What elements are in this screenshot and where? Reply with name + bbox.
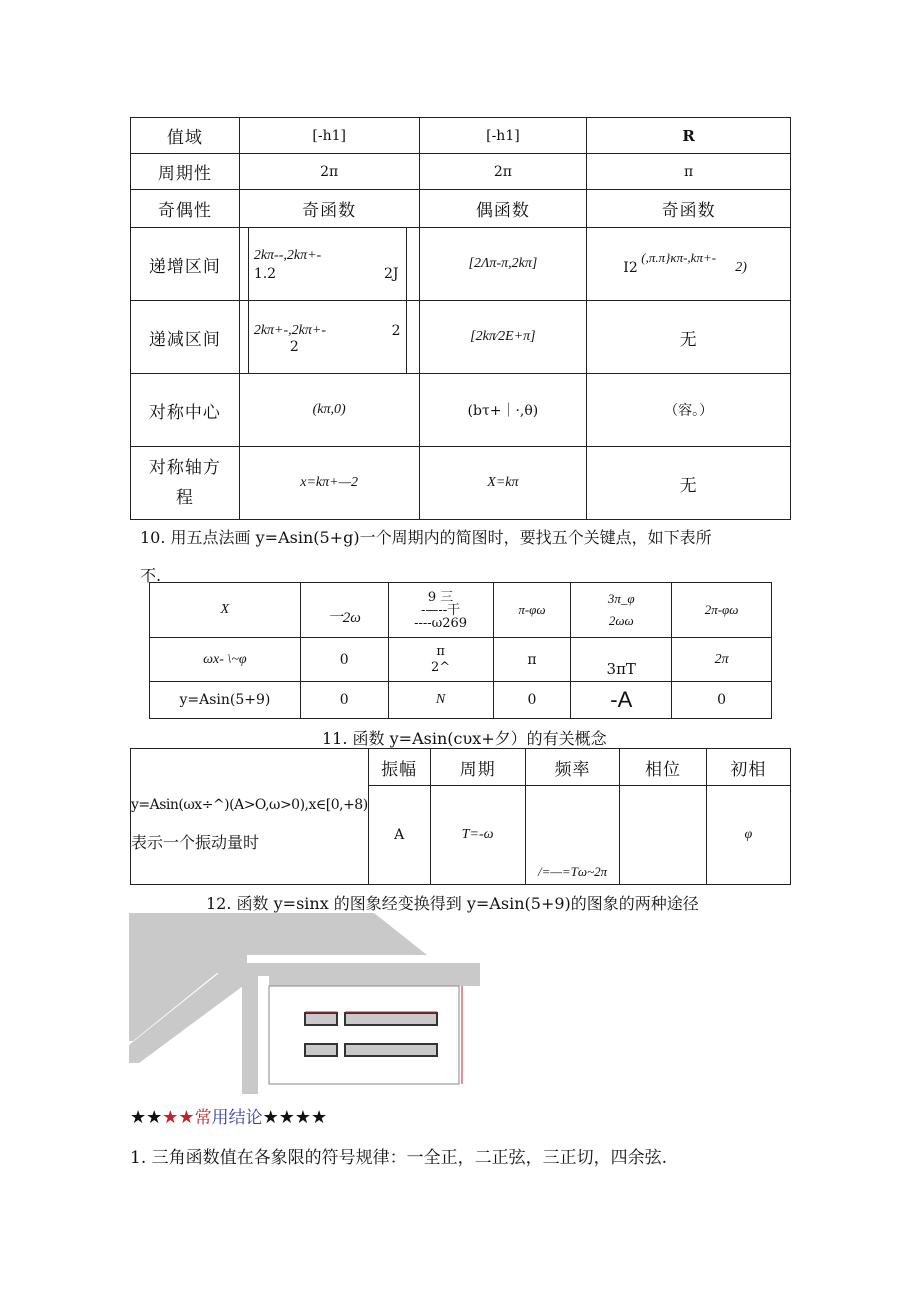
t2-header-phase: ωx- \~φ [150,638,301,682]
row-label-period: 周期性 [131,154,240,190]
t2-p4: 3πT [571,638,672,682]
cell-sin-period: 2π [239,154,419,190]
cell-sin-parity: 奇函数 [239,190,419,228]
row-label-range: 值域 [131,118,240,154]
concepts-table [130,748,791,885]
conclusion-header [130,1103,327,1128]
cell-cos-axis: X=kπ [419,447,587,520]
cell-cos-center: (bτ+｜·,θ) [419,374,587,447]
cell-cos-decreasing: [2kπ∕2E+π] [419,301,587,374]
row-label-parity: 奇偶性 [131,190,240,228]
cell-tan-parity: 奇函数 [587,190,791,228]
tan-inc-prefix: I2 [623,260,638,276]
cell-sin-increasing [239,228,419,301]
cell-tan-axis: 无 [587,447,791,520]
properties-table [130,117,791,520]
t2-y2: N [388,682,493,719]
stars-right-icon: ★★★★ [262,1107,328,1128]
sin-dec-end: 2 [391,323,401,339]
transformation-diagram [129,913,480,1094]
t2-x3: π-φω [493,583,571,638]
t3-left-line2: 表示一个振动量时 [131,833,260,852]
item12-title: 12. 函数 y=sinx 的图象经变换得到 y=Asin(5+9)的图象的两种途径 [206,894,699,913]
cell-tan-period: π [587,154,791,190]
t3-header-amplitude: 振幅 [368,749,430,786]
t2-p3: π [493,638,571,682]
t2-y3: 0 [493,682,571,719]
t3-header-initial-phase: 初相 [706,749,790,786]
cell-sin-axis: x=kπ+—2 [239,447,419,520]
t3-left-line1: y=Asin(ωx÷^)(A>O,ω>0),x∈[0,+8) [131,797,368,813]
conclusion-title: 常用结论 [194,1108,263,1128]
cell-cos-parity: 偶函数 [419,190,587,228]
cell-cos-period: 2π [419,154,587,190]
t3-left-cell [131,749,369,885]
t2-y5: 0 [672,682,772,719]
t3-period: T=-ω [430,786,525,885]
t3-header-frequency: 频率 [525,749,620,786]
cell-sin-decreasing [239,301,419,374]
stars-left-icon: ★★★★ [130,1107,195,1128]
symmetry-axis-line1: 对称轴方 [148,458,221,478]
row-label-decreasing: 递减区间 [131,301,240,374]
t2-y4: -A [571,682,672,719]
row-label-increasing: 递增区间 [131,228,240,301]
item11-title: 11. 函数 y=Asin(cυx+夕）的有关概念 [322,729,607,748]
symmetry-axis-line2: 程 [175,488,194,508]
t3-initial-phase: φ [706,786,790,885]
tan-inc-formula: (,π.π}κπ-,kπ+- [641,250,717,265]
cell-cos-increasing: [2Λπ-π,2kπ] [419,228,587,301]
t2-p2: π 2^ [388,638,493,682]
cell-tan-increasing [587,228,791,301]
t3-frequency: /=—=Tω~2π [525,786,620,885]
conclusion-item1: 1. 三角函数值在各象限的符号规律：一全正，二正弦，三正切，四余弦. [130,1148,668,1168]
t3-header-phase: 相位 [620,749,706,786]
sin-inc-end: 2J [383,266,399,282]
tan-inc-end: 2) [735,260,747,275]
cell-tan-range: R [587,118,791,154]
t2-x1: 一2ω [300,583,388,638]
t2-p1: 0 [300,638,388,682]
t2-x4: 3π_φ 2ωω [571,583,672,638]
t2-x2: 9 三 -—--干 ----ω269 [388,583,493,638]
sin-dec-sub: 2 [289,339,299,355]
t2-p5: 2π [672,638,772,682]
t2-header-y: y=Asin(5+9) [150,682,301,719]
cell-tan-center: （容。） [587,374,791,447]
t2-header-x: X [150,583,301,638]
t2-x5: 2π-φω [672,583,772,638]
item10-line2: 不. [140,566,162,585]
t3-header-period: 周期 [430,749,525,786]
t3-amplitude: A [368,786,430,885]
sin-inc-sub: 1.2 [253,266,277,282]
t3-phase [620,786,706,885]
item10-line1: 10. 用五点法画 y=Asin(5+g)一个周期内的简图时，要找五个关键点，如下表所 [140,528,712,547]
sin-dec-formula: 2kπ+-,2kπ+- [253,323,326,338]
five-point-table [149,582,772,719]
cell-cos-range: [-h1] [419,118,587,154]
t2-y1: 0 [300,682,388,719]
sin-inc-formula: 2kπ--,2kπ+- [253,248,322,263]
cell-tan-decreasing: 无 [587,301,791,374]
cell-sin-center: (kπ,0) [239,374,419,447]
row-label-symmetry-center: 对称中心 [131,374,240,447]
cell-sin-range: [-h1] [239,118,419,154]
row-label-symmetry-axis [131,447,240,520]
